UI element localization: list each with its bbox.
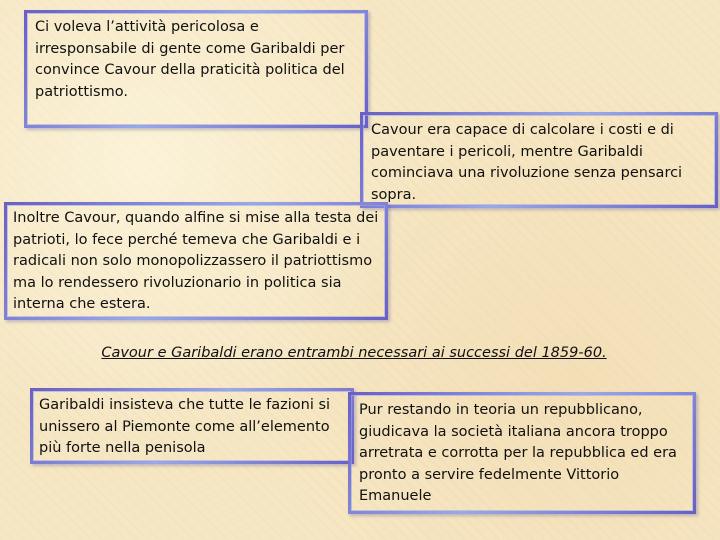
text-box-bottom-right <box>348 392 696 514</box>
text-box-top-left <box>24 10 368 128</box>
text-box-top-right <box>360 112 718 208</box>
text-box-bottom-left <box>30 388 354 464</box>
text-bottom-left: Garibaldi insisteva che tutte le fazioni si unissero al Piemonte come all’elemento più forte nella penisola <box>39 397 331 456</box>
text-box-middle-left <box>4 202 388 320</box>
headline <box>0 342 720 364</box>
headline-text: Cavour e Garibaldi erano entrambi necessari ai successi del 1859-60. <box>101 345 607 361</box>
text-top-left: Ci voleva l’attività pericolosa e irresponsabile di gente come Garibaldi per convince Cavour della praticità politica del patriottismo. <box>35 19 345 100</box>
text-top-right: Cavour era capace di calcolare i costi e di paventare i pericoli, mentre Garibaldi cominciava una rivoluzione senza pensarci sopra. <box>371 122 683 203</box>
text-bottom-right: Pur restando in teoria un repubblicano, giudicava la società italiana ancora troppo arretrata e corrotta per la repubblica ed era pronto a servire fedelmente Vittorio Emanuele <box>359 402 677 504</box>
text-middle-left: Inoltre Cavour, quando alfine si mise alla testa dei patrioti, lo fece perché temeva che Garibaldi e i radicali non solo monopolizzassero il patriottismo ma lo rendessero rivoluzionario in politica sia interna che estera. <box>13 210 379 312</box>
